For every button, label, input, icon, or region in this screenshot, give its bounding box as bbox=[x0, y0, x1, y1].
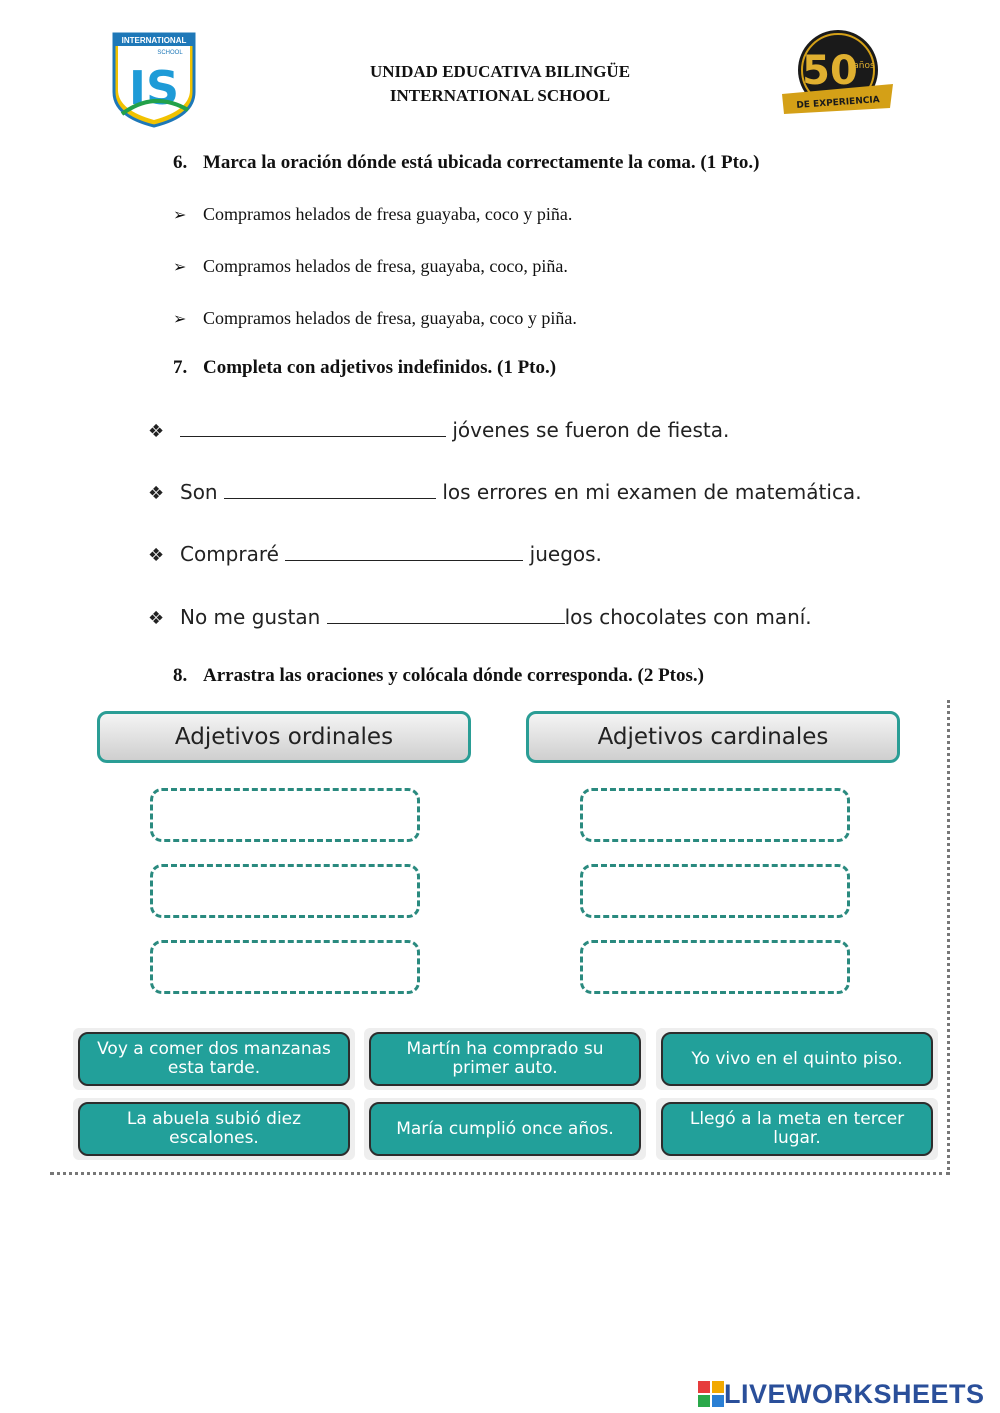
drag-card-1[interactable]: Voy a comer dos manzanas esta tarde. bbox=[78, 1032, 350, 1086]
fill-item-4: ❖ No me gustan los chocolates con maní. bbox=[148, 605, 812, 629]
drop-slot-ordinal-1[interactable] bbox=[150, 788, 420, 842]
q6-option-3[interactable]: ➢ Compramos helados de fresa, guayaba, coco y piña. bbox=[173, 308, 577, 328]
question-6-title: 6. Marca la oración dónde está ubicada correctamente la coma. (1 Pto.) bbox=[173, 152, 760, 173]
fill-item-3: ❖ Compraré juegos. bbox=[148, 542, 602, 566]
card-slot bbox=[656, 1028, 938, 1090]
drag-card-5[interactable]: María cumplió once años. bbox=[369, 1102, 641, 1156]
header-line-1: UNIDAD EDUCATIVA BILINGÜE bbox=[369, 62, 631, 81]
diamond-bullet-icon: ❖ bbox=[148, 608, 165, 629]
dotted-divider-right bbox=[947, 700, 950, 1170]
diamond-bullet-icon: ❖ bbox=[148, 421, 165, 442]
liveworksheets-brand bbox=[698, 1378, 985, 1410]
drag-card-6[interactable]: Llegó a la meta en tercer lugar. bbox=[661, 1102, 933, 1156]
diamond-bullet-icon: ❖ bbox=[148, 483, 165, 504]
drop-slot-ordinal-3[interactable] bbox=[150, 940, 420, 994]
svg-text:años: años bbox=[853, 61, 875, 71]
svg-text:DE EXPERIENCIA: DE EXPERIENCIA bbox=[796, 95, 881, 111]
svg-text:50: 50 bbox=[802, 48, 858, 94]
drag-card-4[interactable]: La abuela subió diez escalones. bbox=[78, 1102, 350, 1156]
fill-blank-4[interactable] bbox=[327, 605, 565, 624]
question-8-title: 8. Arrastra las oraciones y colócala dónde corresponda. (2 Ptos.) bbox=[173, 665, 704, 686]
question-7-title: 7. Completa con adjetivos indefinidos. (1 Pto.) bbox=[173, 357, 557, 378]
fill-blank-1[interactable] bbox=[180, 418, 446, 437]
school-logo bbox=[108, 30, 200, 128]
liveworksheets-logo-icon bbox=[698, 1381, 724, 1407]
card-slot bbox=[364, 1028, 646, 1090]
category-ordinales-header: Adjetivos ordinales bbox=[97, 711, 471, 763]
q6-option-1[interactable]: ➢ Compramos helados de fresa guayaba, coco y piña. bbox=[173, 204, 573, 224]
drop-slot-ordinal-2[interactable] bbox=[150, 864, 420, 918]
anniversary-logo bbox=[780, 28, 895, 120]
drop-slot-cardinal-3[interactable] bbox=[580, 940, 850, 994]
fill-item-2: ❖ Son los errores en mi examen de matemática. bbox=[148, 480, 862, 504]
drag-card-2[interactable]: Martín ha comprado su primer auto. bbox=[369, 1032, 641, 1086]
drop-slot-cardinal-2[interactable] bbox=[580, 864, 850, 918]
diamond-bullet-icon: ❖ bbox=[148, 545, 165, 566]
arrow-bullet-icon: ➢ bbox=[173, 259, 187, 276]
card-slot bbox=[73, 1028, 355, 1090]
fill-blank-2[interactable] bbox=[224, 480, 436, 499]
brand-name: LIVEWORKSHEETS bbox=[724, 1378, 985, 1409]
header-title bbox=[300, 60, 700, 108]
card-slot bbox=[656, 1098, 938, 1160]
drop-slot-cardinal-1[interactable] bbox=[580, 788, 850, 842]
svg-text:IS: IS bbox=[128, 61, 180, 115]
card-slot bbox=[73, 1098, 355, 1160]
svg-text:INTERNATIONAL: INTERNATIONAL bbox=[121, 36, 187, 45]
dotted-divider-bottom bbox=[50, 1172, 950, 1175]
drag-card-3[interactable]: Yo vivo en el quinto piso. bbox=[661, 1032, 933, 1086]
fill-item-1: ❖ jóvenes se fueron de fiesta. bbox=[148, 418, 730, 442]
category-cardinales-header: Adjetivos cardinales bbox=[526, 711, 900, 763]
arrow-bullet-icon: ➢ bbox=[173, 207, 187, 224]
q6-option-2[interactable]: ➢ Compramos helados de fresa, guayaba, coco, piña. bbox=[173, 256, 568, 276]
fill-blank-3[interactable] bbox=[285, 542, 523, 561]
header-line-2: INTERNATIONAL SCHOOL bbox=[389, 86, 611, 105]
svg-text:SCHOOL: SCHOOL bbox=[157, 50, 183, 56]
card-slot bbox=[364, 1098, 646, 1160]
arrow-bullet-icon: ➢ bbox=[173, 311, 187, 328]
